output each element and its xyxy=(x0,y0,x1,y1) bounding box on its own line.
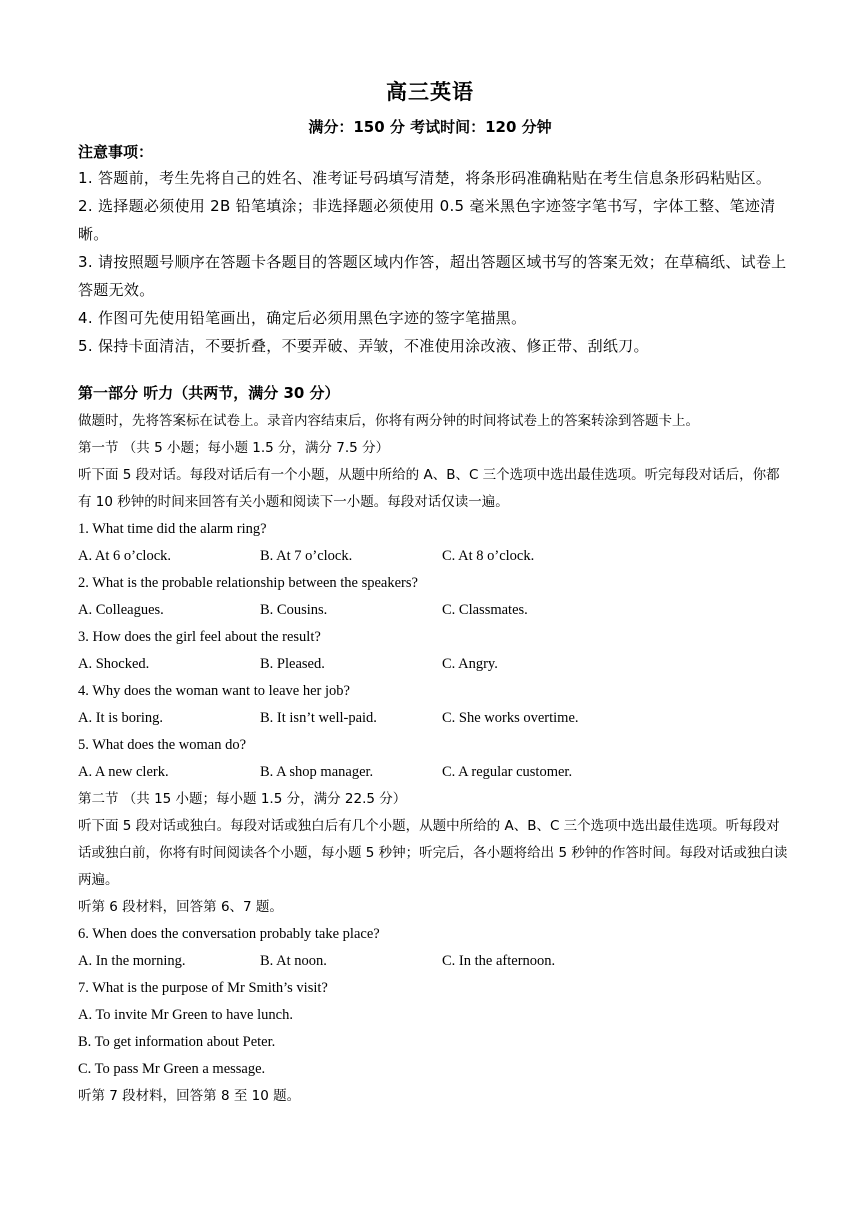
note-item: 2. 选择题必须使用 2B 铅笔填涂；非选择题必须使用 0.5 毫米黑色字迹签字笔书写，字体工整、笔迹清晰。 xyxy=(78,197,776,243)
page-title: 高三英语 xyxy=(386,80,474,104)
question-stem: 5. What does the woman do? xyxy=(78,737,247,753)
listening-section xyxy=(78,408,788,1110)
section1-instructions: 听下面 5 段对话。每段对话后有一个小题，从题中所给的 A、B、C 三个选项中选出最佳选项。听完每段对话后，你都有 10 秒钟的时间来回答有关小题和阅读下一小题。每段对话仅读一遍。 xyxy=(78,467,780,510)
question-options xyxy=(78,543,788,570)
note-item: 4. 作图可先使用铅笔画出，确定后必须用黑色字迹的签字笔描黑。 xyxy=(78,309,527,327)
question-options xyxy=(78,597,788,624)
question-options xyxy=(78,651,788,678)
option-a: A. It is boring. xyxy=(78,710,163,726)
option-a: A. A new clerk. xyxy=(78,764,169,780)
question-stem: 2. What is the probable relationship between the speakers? xyxy=(78,575,418,591)
section1-heading: 第一节 （共 5 小题；每小题 1.5 分，满分 7.5 分） xyxy=(78,440,390,456)
question-stem: 4. Why does the woman want to leave her job? xyxy=(78,683,350,699)
notes-heading: 注意事项： xyxy=(78,143,154,161)
material-label: 听第 6 段材料，回答第 6、7 题。 xyxy=(78,899,283,915)
part1-intro: 做题时，先将答案标在试卷上。录音内容结束后，你将有两分钟的时间将试卷上的答案转涂到答题卡上。 xyxy=(78,413,699,429)
question-options xyxy=(78,948,788,975)
note-item: 5. 保持卡面清洁，不要折叠，不要弄破、弄皱，不准使用涂改液、修正带、刮纸刀。 xyxy=(78,337,649,355)
option-c: C. A regular customer. xyxy=(442,764,573,780)
option-a: A. In the morning. xyxy=(78,953,186,969)
section2-heading: 第二节 （共 15 小题；每小题 1.5 分，满分 22.5 分） xyxy=(78,791,407,807)
material-label: 听第 7 段材料，回答第 8 至 10 题。 xyxy=(78,1088,301,1104)
question-stem: 1. What time did the alarm ring? xyxy=(78,521,267,537)
question-stem: 7. What is the purpose of Mr Smith’s visit? xyxy=(78,980,328,996)
option-a: A. To invite Mr Green to have lunch. xyxy=(78,1007,293,1023)
option-b: B. Cousins. xyxy=(260,602,328,618)
option-a: A. At 6 o’clock. xyxy=(78,548,172,564)
option-c: C. She works overtime. xyxy=(442,710,579,726)
section2-instructions: 听下面 5 段对话或独白。每段对话或独白后有几个小题，从题中所给的 A、B、C 三个选项中选出最佳选项。听每段对话或独白前，你将有时间阅读各个小题，每小题 5 秒钟；听完后，各小题将给出 5 秒钟的作答时间。每段对话或独白读两遍。 xyxy=(78,818,788,888)
notes-section xyxy=(78,142,788,360)
question-options xyxy=(78,705,788,732)
question-options xyxy=(78,759,788,786)
option-b: B. At noon. xyxy=(260,953,327,969)
option-c: C. To pass Mr Green a message. xyxy=(78,1061,266,1077)
option-b: B. A shop manager. xyxy=(260,764,374,780)
option-b: B. To get information about Peter. xyxy=(78,1034,276,1050)
note-item: 3. 请按照题号顺序在答题卡各题目的答题区域内作答，超出答题区域书写的答案无效；在草稿纸、试卷上答题无效。 xyxy=(78,253,787,299)
question-stem: 3. How does the girl feel about the result? xyxy=(78,629,321,645)
option-b: B. At 7 o’clock. xyxy=(260,548,353,564)
option-b: B. It isn’t well-paid. xyxy=(260,710,377,726)
option-b: B. Pleased. xyxy=(260,656,325,672)
exam-info: 满分：150 分 考试时间：120 分钟 xyxy=(308,118,552,136)
part1-heading: 第一部分 听力（共两节，满分 30 分） xyxy=(78,384,340,402)
option-c: C. Angry. xyxy=(442,656,498,672)
option-a: A. Shocked. xyxy=(78,656,150,672)
option-a: A. Colleagues. xyxy=(78,602,164,618)
option-c: C. In the afternoon. xyxy=(442,953,556,969)
option-c: C. Classmates. xyxy=(442,602,528,618)
question-stem: 6. When does the conversation probably take place? xyxy=(78,926,380,942)
note-item: 1. 答题前，考生先将自己的姓名、准考证号码填写清楚，将条形码准确粘贴在考生信息条形码粘贴区。 xyxy=(78,169,772,187)
option-c: C. At 8 o’clock. xyxy=(442,548,535,564)
